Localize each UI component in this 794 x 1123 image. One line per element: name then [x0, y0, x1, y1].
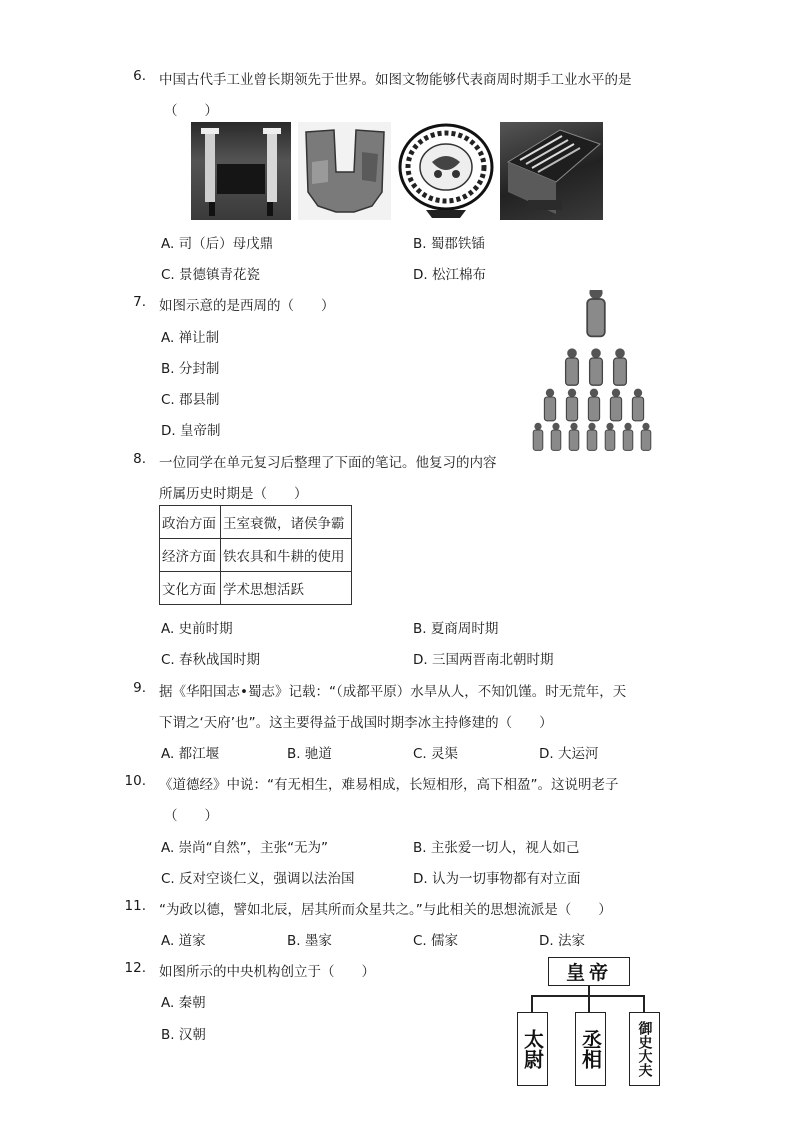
option-b[interactable]: B. 驰道 [287, 746, 332, 762]
table-cell: 经济方面 [160, 539, 221, 572]
option-d[interactable]: D. 法家 [539, 933, 585, 949]
connector-line [588, 995, 590, 1012]
table-cell: 文化方面 [160, 572, 221, 605]
option-c[interactable]: C. 春秋战国时期 [161, 652, 261, 668]
connector-line [588, 985, 590, 995]
question-stem: 中国古代手工业曾长期领先于世界。如图文物能够代表商周时期手工业水平的是 [159, 72, 632, 88]
question-number: 9. [133, 680, 146, 696]
table-row [160, 539, 352, 572]
question-stem: 一位同学在单元复习后整理了下面的笔记。他复习的内容 [159, 455, 497, 471]
option-b[interactable]: B. 墨家 [287, 933, 332, 949]
option-c[interactable]: C. 儒家 [413, 933, 459, 949]
connector-line [531, 995, 533, 1012]
option-c[interactable]: C. 灵渠 [413, 746, 459, 762]
option-b[interactable]: B. 分封制 [161, 361, 220, 377]
diagram-node-grand-commandant: 太尉 [517, 1012, 548, 1086]
connector-line [643, 995, 645, 1012]
question-stem: 《道德经》中说：“有无相生，难易相成，长短相形，高下相盈”。这说明老子 [159, 777, 619, 793]
table-cell: 政治方面 [160, 506, 221, 539]
table-row [160, 506, 352, 539]
option-a[interactable]: A. 禅让制 [161, 330, 220, 346]
option-a[interactable]: A. 崇尚“自然”，主张“无为” [161, 840, 329, 856]
option-a[interactable]: A. 史前时期 [161, 621, 233, 637]
option-b[interactable]: B. 夏商周时期 [413, 621, 499, 637]
table-cell: 王室衰微，诸侯争霸 [221, 506, 352, 539]
question-stem: 如图所示的中央机构创立于（ ） [159, 964, 375, 980]
question-stem-cont: 下谓之‘天府’也”。这主要得益于战国时期李冰主持修建的（ ） [159, 715, 553, 731]
option-a[interactable]: A. 司（后）母戊鼎 [161, 236, 274, 252]
diagram-node-chancellor: 丞相 [575, 1012, 606, 1086]
option-d[interactable]: D. 三国两晋南北朝时期 [413, 652, 554, 668]
option-d[interactable]: D. 大运河 [539, 746, 599, 762]
table-row [160, 572, 352, 605]
diagram-node-emperor: 皇帝 [548, 957, 630, 986]
option-d[interactable]: D. 皇帝制 [161, 423, 221, 439]
option-a[interactable]: A. 秦朝 [161, 995, 206, 1011]
table-cell: 学术思想活跃 [221, 572, 352, 605]
question-number: 12. [124, 960, 146, 976]
review-notes-table [159, 505, 352, 605]
iron-spade-photo [298, 122, 391, 220]
option-d[interactable]: D. 松江棉布 [413, 267, 486, 283]
feudal-hierarchy-pyramid [530, 290, 662, 454]
option-b[interactable]: B. 主张爱一切人，视人如己 [413, 840, 580, 856]
question-stem-cont: 所属历史时期是（ ） [159, 486, 308, 502]
bronze-ding-photo [191, 122, 291, 220]
option-c[interactable]: C. 郡县制 [161, 392, 220, 408]
question-stem: 如图示意的是西周的（ ） [159, 298, 335, 314]
answer-blank: （ ） [164, 808, 218, 824]
answer-blank: （ ） [164, 103, 218, 119]
question-number: 10. [124, 773, 146, 789]
option-d[interactable]: D. 认为一切事物都有对立面 [413, 871, 581, 887]
question-number: 8. [133, 451, 146, 467]
question-stem: “为政以德，譬如北辰，居其所而众星共之。”与此相关的思想流派是（ ） [159, 902, 612, 918]
diagram-node-imperial-censor: 御史大夫 [629, 1012, 660, 1086]
option-c[interactable]: C. 景德镇青花瓷 [161, 267, 261, 283]
blue-white-porcelain-photo [398, 122, 494, 220]
question-number: 6. [133, 68, 146, 84]
question-number: 7. [133, 294, 146, 310]
option-c[interactable]: C. 反对空谈仁义，强调以法治国 [161, 871, 355, 887]
cotton-cloth-photo [500, 122, 603, 220]
option-a[interactable]: A. 都江堰 [161, 746, 220, 762]
option-b[interactable]: B. 蜀郡铁锸 [413, 236, 485, 252]
option-b[interactable]: B. 汉朝 [161, 1027, 206, 1043]
question-number: 11. [124, 898, 146, 914]
option-a[interactable]: A. 道家 [161, 933, 206, 949]
question-stem: 据《华阳国志•蜀志》记载：“（成都平原）水旱从人，不知饥馑。时无荒年，天 [159, 684, 627, 700]
table-cell: 铁农具和牛耕的使用 [221, 539, 352, 572]
